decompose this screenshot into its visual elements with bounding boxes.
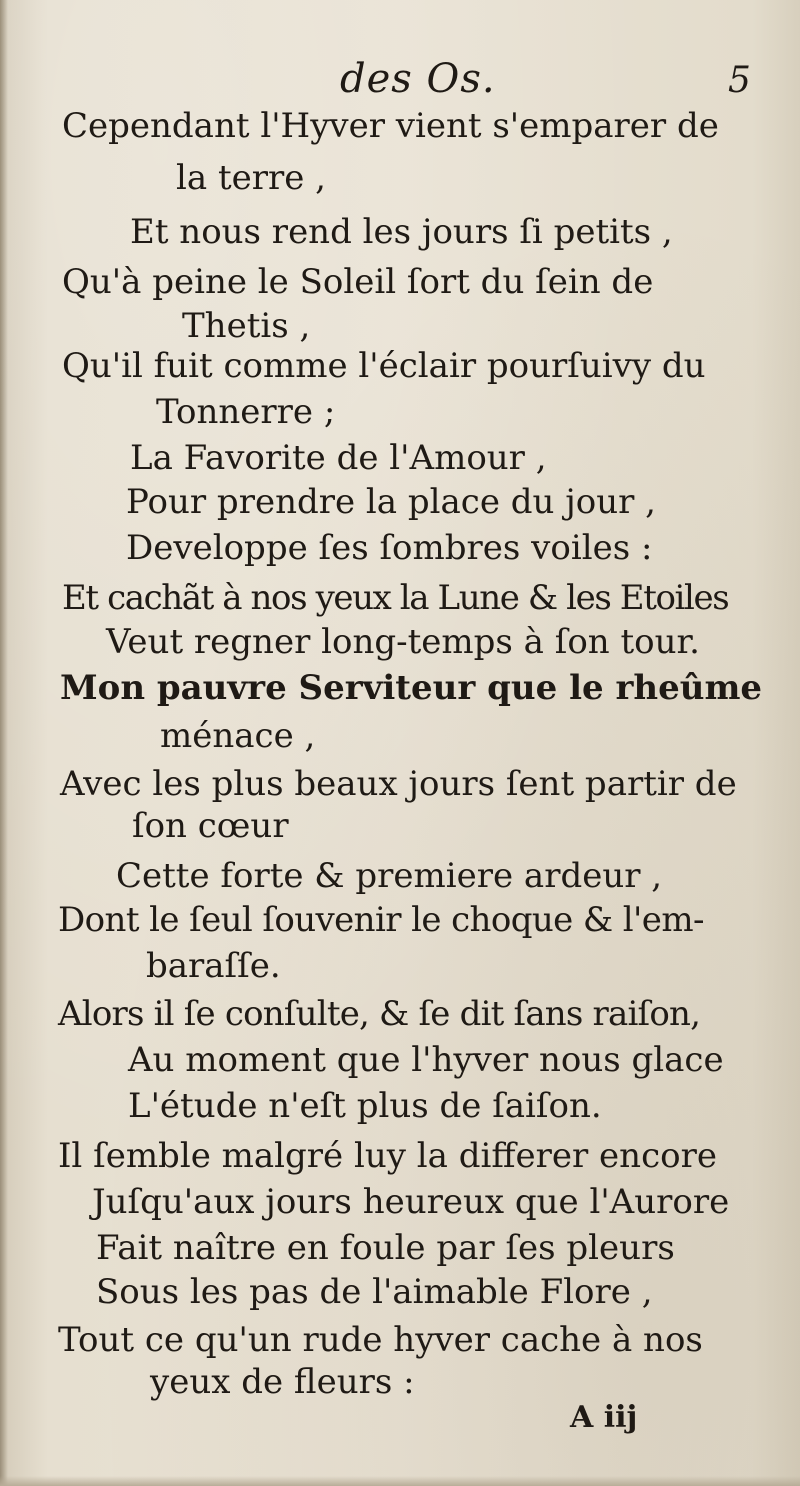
poem-line-6: Qu'il fuit comme l'éclair pourſuivy du <box>62 346 706 386</box>
poem-line-11: Et cachãt à nos yeux la Lune & les Etoiles <box>62 578 729 618</box>
poem-line-27: Tout ce qu'un rude hyver cache à nos <box>58 1320 703 1360</box>
poem-line-16: ſon cœur <box>132 806 289 846</box>
poem-line-5: Thetis , <box>182 306 311 346</box>
poem-line-23: Il ſemble malgré luy la differer encore <box>58 1136 717 1176</box>
page-left-edge <box>0 0 8 1486</box>
poem-line-19: baraſſe. <box>146 946 281 986</box>
poem-line-24: Juſqu'aux jours heureux que l'Aurore <box>92 1182 730 1222</box>
poem-line-3: Et nous rend les jours ſi petits , <box>130 212 673 252</box>
poem-line-8: La Favorite de l'Amour , <box>130 438 547 478</box>
running-title: des Os. <box>340 56 496 102</box>
signature-mark: A iij <box>570 1400 638 1435</box>
poem-line-26: Sous les pas de l'aimable Flore , <box>96 1272 653 1312</box>
poem-line-20: Alors il ſe conſulte, & ſe dit ſans raiſon, <box>58 994 701 1034</box>
poem-line-10: Developpe ſes ſombres voiles : <box>126 528 653 568</box>
poem-line-22: L'étude n'eſt plus de ſaiſon. <box>128 1086 602 1126</box>
poem-line-25: Fait naître en foule par ſes pleurs <box>96 1228 675 1268</box>
poem-line-28: yeux de fleurs : <box>150 1362 415 1402</box>
poem-line-12: Veut regner long-temps à ſon tour. <box>106 622 700 662</box>
poem-line-9: Pour prendre la place du jour , <box>126 482 656 522</box>
poem-line-4: Qu'à peine le Soleil ſort du ſein de <box>62 262 654 302</box>
page-number: 5 <box>728 60 751 101</box>
poem-line-2: la terre , <box>176 158 326 198</box>
poem-line-7: Tonnerre ; <box>156 392 336 432</box>
poem-line-17: Cette forte & premiere ardeur , <box>116 856 663 896</box>
page-bottom-edge <box>0 1476 800 1486</box>
poem-line-13: Mon pauvre Serviteur que le rheûme <box>60 668 763 708</box>
poem-line-14: ménace , <box>160 716 316 756</box>
poem-line-1: Cependant l'Hyver vient s'emparer de <box>62 106 719 146</box>
poem-line-18: Dont le ſeul ſouvenir le choque & l'em- <box>58 900 704 940</box>
poem-line-21: Au moment que l'hyver nous glace <box>128 1040 724 1080</box>
poem-line-15: Avec les plus beaux jours ſent partir de <box>60 764 737 804</box>
